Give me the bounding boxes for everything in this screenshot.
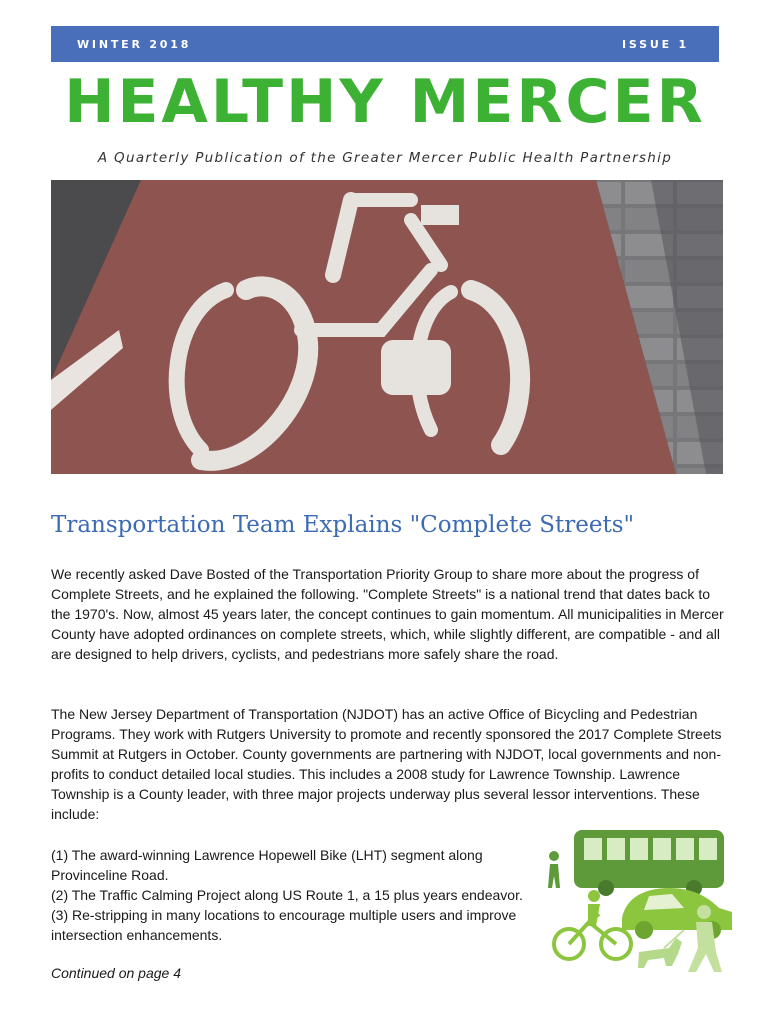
issue-banner: [51, 26, 719, 62]
continued-note: Continued on page 4: [51, 965, 181, 981]
project-list: [51, 845, 551, 945]
list-item: (1) The award-winning Lawrence Hopewell Bike (LHT) segment along Provinceline Road.: [51, 847, 483, 883]
list-item: (3) Re-stripping in many locations to encourage multiple users and improve intersection enhancements.: [51, 907, 517, 943]
list-item: (2) The Traffic Calming Project along US Route 1, a 15 plus years endeavor.: [51, 887, 523, 903]
bike-lane-photo: [51, 180, 723, 474]
newsletter-title: HEALTHY MERCER: [64, 67, 706, 137]
article-headline: Transportation Team Explains "Complete Streets": [51, 512, 635, 538]
article-paragraph-1: We recently asked Dave Bosted of the Transportation Priority Group to share more about the progress of Complete Streets, and he explained the following. "Complete Streets" is a national trend that dates back to the 1970's. Now, almost 45 years later, the concept continues to gain momentum. All municipalities in Mercer County have adopted ordinances on complete streets, which, while slightly different, are compatible - and all are designed to help drivers, cyclists, and pedestrians more safely share the road.: [51, 566, 724, 662]
newsletter-tagline: A Quarterly Publication of the Greater Mercer Public Health Partnership: [97, 150, 673, 166]
bicycle-lane-marking-icon: [51, 180, 723, 474]
season-label: WINTER 2018: [77, 37, 192, 51]
article-paragraph-2: The New Jersey Department of Transportation (NJDOT) has an active Office of Bicycling and Pedestrian Programs. They work with Rutgers University to promote and recently sponsored the 2017 Complete Streets Summit at Rutgers in October. County governments are partnering with NJDOT, local governments and non-profits to conduct detailed local studies. This includes a 2008 study for Lawrence Township. Lawrence Township is a County leader, with three major projects underway plus several lessor interventions. These include:: [51, 706, 722, 822]
complete-streets-illustration: [544, 826, 740, 972]
issue-label: ISSUE 1: [622, 37, 689, 51]
complete-streets-illustration-icon: [544, 826, 740, 972]
